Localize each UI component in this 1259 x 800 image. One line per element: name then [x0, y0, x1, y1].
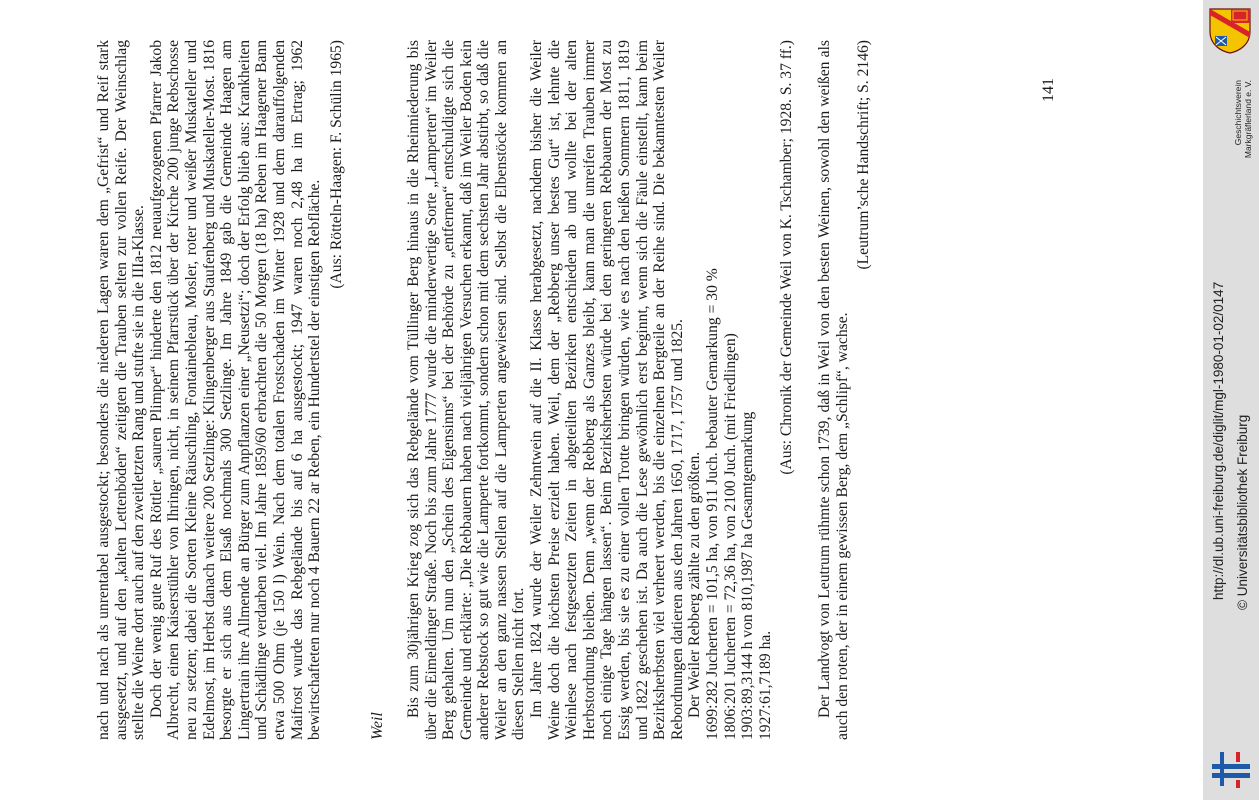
source-citation-3: (Leutrum’sche Handschrift; S. 2146): [855, 40, 873, 270]
year-line: 1806: 201 Jucherten = 72,36 ha, von 2100 Juch. (mit Friedlingen): [721, 333, 739, 740]
paragraph-5: Der Weiler Rebberg zählte zu den größten.: [686, 451, 704, 718]
copyright-text: © Universitätsbibliothek Freiburg: [1235, 414, 1250, 610]
page-text: [95, 40, 877, 740]
section-heading: Weil: [369, 712, 387, 740]
sidebar: [1203, 0, 1259, 800]
page-number: 141: [1040, 78, 1057, 102]
paragraph-3: Bis zum 30jährigen Krieg zog sich das Rebgelände vom Tüllinger Berg hinaus in die Rheinniederung bis über die Eimeldinger Straße. Noch bis zum Jahre 1777 wurde die minderwertige Sorte „Lamperten“ im Weiler Berg gehalten. Um nun den „Schein des Eigensinns“ bei der Behörde zu „entfernen“ entschuldigte sich die Gemeinde und erklärte: „Die Rebbauern haben nach vieljährigen Versuchen erkannt, daß im Weiler Boden kein anderer Rebstock so gut wie die Lamperte fortkommt, sondern schon mit dem sechsten Jahr abstirbt, so daß die Weiler an den ganz nassen Stellen auf die Lamperten angewiesen sind. Selbst die Elbenstöcke kommen an diesen Stellen nicht fort.: [404, 40, 528, 740]
paragraph-1: nach und nach als unrentabel ausgestockt; besonders die niederen Lagen waren dem „Gefrist“ und Reif stark ausgesetzt, und auf den „kalten Lettenböden“ zeitigten die Trauben selten zur vollen Reife. Der Weinschlag stellte die Weine dort auch auf den zweitletzten Rang und stufte sie in die IIIa-Klasse.: [95, 40, 148, 740]
paragraph-4: Im Jahre 1824 wurde der Weiler Zehntwein auf die II. Klasse herabgesetzt, nachdem bisher die Weiler Weine doch die höchsten Preise erzielt haben. Weil, dem der „Rebberg unser bestes Gut“ ist, lehnte die Weinlese nach festgesetzten Zeiten in abgeteilten Bezirken entschieden ab und wollte bei der alten Herbstordnung bleiben. Denn „wenn der Rebberg als Ganzes bleibt, kann man die unreifen Trauben immer noch einige Tage hängen lassen“. Beim Bezirksherbsten würde bei den geringeren Rebbauern der Most zu Essig werden, bis sie es zu einer vollen Trotte bringen würden, wie es nach den heißen Sommern 1811, 1819 und 1822 geschehen ist. Da auch die Lese gewöhnlich erst beginnt, wenn sich die Fäule einstellt, kann beim Bezirksherbsten viel verheert werden, bis die einzelnen Bergteile an der Reihe sind. Die bekanntesten Weiler Rebordnungen datieren aus den Jahren 1650, 1717, 1757 und 1825.: [528, 40, 686, 740]
year-line: 1903: 89,3144 h von 810,1987 ha Gesamtgemarkung: [739, 411, 757, 740]
source-citation-1: (Aus: Rötteln-Haagen: F. Schülin 1965): [327, 40, 345, 289]
society-crest-icon: [1207, 6, 1253, 54]
paragraph-6: Der Landvogt von Leutrum rühmte schon 1739, daß in Weil von den besten Weinen, sowohl den weißen als auch den roten, der in einem gewissen Berg, dem „Schlipf“, wachse.: [815, 40, 851, 740]
permalink-url[interactable]: http://dl.ub.uni-freiburg.de/diglit/mgl-1980-01-02/0147: [1211, 281, 1226, 600]
paragraph-2: Doch der wenig gute Ruf des Röttler „sauren Plimper“ hinderte den 1812 neuaufgezogenen Pfarrer Jakob Albrecht, einen Kaiserstühler von Ihringen, nicht, in seinem Pfarrstück über der Kirche 200 junge Rebschosse neu zu setzen; dabei die Sorten Kleine Räuschling, Fontainebleau, Mosler, roter und weißer Muskateller und Edelmost, im Herbst danach weitere 200 Setzlinge: Klingenberger aus Staufenberg und Muskateller-Most. 1816 besorgte er sich aus dem Elsaß nochmals 300 Setzlinge. Im Jahre 1849 gab die Gemeinde Haagen am Lingertrain ihre Allmende an Bürger zum Anpflanzen einer „Neusetzi“; doch der Erfolg blieb aus: Krankheiten und Schädlinge verdarben viel. Im Jahre 1859/60 erbrachten die 50 Morgen (18 ha) Reben im Haagener Bann etwa 500 Ohm (je 150 l) Wein. Nach dem totalen Frostschaden im Winter 1928 und dem darauffolgenden Maifrost wurde das Rebgelände bis auf 6 ha ausgestockt; 1947 waren noch 2,48 ha im Ertrag; 1962 bewirtschafteten nur noch 4 Bauern 22 ar Reben, ein Hundertstel der einstigen Rebfläche.: [147, 40, 324, 740]
year-line: 1699: 282 Jucherten = 101,5 ha, von 911 Juch. bebauter Gemarkung = 30 %: [704, 268, 721, 740]
source-citation-2: (Aus: Chronik der Gemeinde Weil von K. Tschamber; 1928. S. 37 ff.): [778, 40, 796, 475]
ub-freiburg-logo-icon: [1210, 748, 1252, 790]
year-line: 1927: 61,7189 ha.: [756, 630, 774, 740]
society-name: Geschichtsverein Markgräflerland e. V.: [1233, 80, 1253, 159]
